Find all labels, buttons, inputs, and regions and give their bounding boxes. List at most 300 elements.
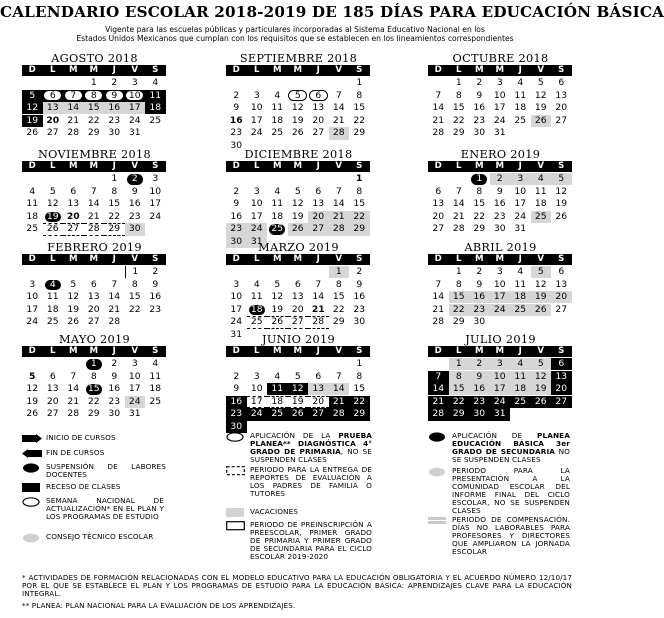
day-cell — [43, 279, 64, 291]
weekday-header: M — [63, 254, 84, 265]
day-number: 11 — [534, 185, 547, 197]
day-number: 14 — [108, 291, 121, 303]
day-cell — [125, 383, 146, 395]
day-number: 18 — [26, 210, 39, 222]
day-number: 3 — [517, 173, 524, 184]
day-number: 8 — [455, 370, 462, 382]
day-cell — [104, 77, 125, 89]
day-number: 16 — [493, 198, 506, 210]
day-number: 13 — [46, 102, 59, 114]
day-number: 18 — [46, 303, 59, 315]
weekday-header: D — [428, 254, 449, 265]
day-cell — [247, 396, 268, 408]
day-cell — [428, 408, 449, 420]
day-number: 4 — [29, 185, 36, 197]
day-number: 18 — [514, 383, 527, 395]
day-cell — [267, 408, 288, 420]
day-cell — [145, 371, 166, 383]
day-number: 26 — [67, 316, 80, 328]
day-number: 13 — [87, 291, 100, 303]
weekday-header: L — [247, 346, 268, 357]
weekday-header: V — [125, 254, 146, 265]
day-cell — [84, 358, 105, 370]
day-cell — [247, 408, 268, 420]
day-number: 24 — [250, 408, 263, 420]
day-number: 14 — [332, 198, 345, 210]
day-number: 7 — [435, 370, 442, 382]
day-number: 12 — [534, 89, 547, 101]
day-number: 22 — [353, 114, 366, 126]
day-number: 23 — [128, 210, 141, 222]
day-number: 2 — [476, 77, 483, 88]
day-number: 2 — [111, 358, 118, 369]
day-cell — [449, 304, 470, 316]
weekday-header: M — [267, 254, 288, 265]
day-cell — [247, 371, 268, 383]
day-number: 6 — [558, 77, 565, 88]
weekday-header: J — [104, 346, 125, 357]
weekday-header: M — [288, 161, 309, 172]
day-number: 29 — [87, 408, 100, 420]
weekday-header: M — [490, 65, 511, 76]
day-cell — [84, 383, 105, 395]
day-number: 3 — [253, 185, 260, 197]
weekday-header: V — [125, 346, 146, 357]
day-cell — [329, 127, 350, 139]
day-cell — [469, 211, 490, 223]
day-cell — [63, 186, 84, 198]
day-number: 29 — [87, 127, 100, 139]
day-cell — [247, 211, 268, 223]
day-number: 6 — [435, 185, 442, 197]
day-cell — [551, 396, 572, 408]
day-number: 19 — [26, 114, 39, 126]
day-number: 7 — [435, 278, 442, 290]
day-cell — [43, 316, 64, 328]
day-number: 25 — [271, 408, 284, 420]
day-cell — [349, 383, 370, 395]
day-number: 11 — [271, 383, 284, 395]
black-box-icon — [22, 483, 40, 493]
day-number: 7 — [111, 278, 118, 290]
weekday-header: M — [63, 65, 84, 76]
day-number: 29 — [108, 223, 121, 235]
day-cell — [104, 291, 125, 303]
day-cell — [104, 115, 125, 127]
day-number: 1 — [132, 266, 139, 277]
day-cell — [267, 102, 288, 114]
day-number: 17 — [493, 102, 506, 114]
day-cell — [449, 115, 470, 127]
day-number: 17 — [250, 210, 263, 222]
day-number: 20 — [66, 210, 80, 222]
day-cell — [63, 102, 84, 114]
day-cell — [428, 396, 449, 408]
day-number: 17 — [250, 114, 263, 126]
day-cell — [125, 371, 146, 383]
day-cell — [43, 198, 64, 210]
day-number: 14 — [432, 383, 445, 395]
month-name: MAYO 2019 — [58, 333, 131, 346]
day-number: 14 — [87, 198, 100, 210]
day-number: 28 — [312, 316, 325, 328]
day-number: 9 — [496, 185, 503, 197]
gray-dot-icon — [22, 533, 40, 543]
end-arrow-icon — [22, 449, 42, 458]
day-number: 24 — [493, 395, 506, 407]
day-number: 19 — [534, 383, 547, 395]
day-cell — [267, 90, 288, 102]
day-cell — [551, 358, 572, 370]
day-number: 15 — [452, 102, 465, 114]
day-number: 6 — [558, 358, 565, 369]
day-number: 1 — [471, 174, 487, 185]
day-cell — [145, 186, 166, 198]
day-number: 8 — [455, 278, 462, 290]
day-number: 16 — [108, 102, 121, 114]
day-cell — [288, 90, 309, 102]
day-number: 18 — [271, 210, 284, 222]
day-number: 15 — [332, 291, 345, 303]
day-cell — [469, 396, 490, 408]
day-number: 17 — [230, 303, 243, 315]
day-cell — [510, 358, 531, 370]
weekday-header: V — [329, 254, 350, 265]
day-number: 15 — [86, 384, 102, 395]
day-cell — [428, 383, 449, 395]
weekday-header: J — [510, 65, 531, 76]
weekday-header: M — [84, 346, 105, 357]
day-cell — [145, 304, 166, 316]
day-number: 19 — [291, 114, 304, 126]
black-dot-icon — [428, 432, 446, 442]
day-cell — [551, 173, 572, 185]
day-cell — [469, 127, 490, 139]
day-cell — [349, 173, 370, 185]
day-cell — [104, 102, 125, 114]
day-number: 23 — [473, 395, 486, 407]
day-cell — [449, 186, 470, 198]
day-number: 8 — [90, 370, 97, 382]
day-number: 12 — [26, 102, 39, 114]
day-cell — [510, 115, 531, 127]
day-cell — [125, 396, 146, 408]
day-number: 16 — [353, 291, 366, 303]
day-cell — [145, 102, 166, 114]
day-cell — [104, 279, 125, 291]
day-cell — [469, 383, 490, 395]
day-cell — [510, 223, 531, 235]
day-number: 15 — [353, 383, 366, 395]
month-name: MARZO 2019 — [258, 241, 339, 254]
weekday-header: L — [43, 161, 64, 172]
day-number: 10 — [128, 370, 141, 382]
day-number: 5 — [29, 370, 36, 382]
day-number: 15 — [128, 291, 141, 303]
day-cell — [267, 371, 288, 383]
day-cell — [247, 279, 268, 291]
subtitle-line-2: Estados Unidos Mexicanos que cumplan con los requisitos que se establecen en los lineamientos correspondientes — [76, 34, 514, 43]
day-cell — [63, 279, 84, 291]
day-number: 11 — [514, 278, 527, 290]
day-cell — [449, 90, 470, 102]
day-cell — [329, 316, 350, 328]
start-arrow-icon — [22, 434, 42, 443]
day-number: 26 — [534, 114, 547, 126]
day-number: 9 — [476, 278, 483, 290]
day-number: 5 — [537, 77, 544, 88]
day-number: 23 — [473, 114, 486, 126]
day-number: 29 — [353, 127, 366, 139]
day-cell — [510, 371, 531, 383]
day-number: 21 — [311, 303, 325, 315]
weekday-header: L — [247, 254, 268, 265]
day-number: 14 — [432, 291, 445, 303]
day-cell — [469, 173, 490, 185]
weekday-header: D — [226, 161, 247, 172]
day-cell — [510, 396, 531, 408]
day-cell — [329, 383, 350, 395]
weekday-header: S — [551, 161, 572, 172]
dashed-box-icon — [226, 466, 245, 476]
day-cell — [84, 198, 105, 210]
day-cell — [226, 223, 247, 235]
day-number: 21 — [87, 210, 100, 222]
day-number: 15 — [353, 102, 366, 114]
day-number: 15 — [473, 198, 486, 210]
day-number: 16 — [230, 210, 243, 222]
day-number: 18 — [271, 114, 284, 126]
day-number: 17 — [493, 383, 506, 395]
day-cell — [267, 383, 288, 395]
day-number: 6 — [315, 185, 322, 197]
day-number: 2 — [233, 185, 240, 197]
day-cell — [531, 77, 552, 89]
day-cell — [22, 223, 43, 235]
weekday-header: J — [308, 254, 329, 265]
day-number: 9 — [476, 89, 483, 101]
day-cell — [510, 304, 531, 316]
day-cell — [63, 408, 84, 420]
day-number: 25 — [149, 114, 162, 126]
day-cell — [267, 211, 288, 223]
day-cell — [145, 291, 166, 303]
day-number: 13 — [555, 278, 568, 290]
day-number: 10 — [125, 90, 144, 101]
day-number: 19 — [291, 395, 304, 407]
day-cell — [349, 358, 370, 370]
day-number: 1 — [111, 173, 118, 184]
weekday-header: S — [551, 65, 572, 76]
day-number: 10 — [514, 185, 527, 197]
weekday-header: S — [145, 346, 166, 357]
day-cell — [551, 198, 572, 210]
day-cell — [449, 408, 470, 420]
day-number: 22 — [452, 114, 465, 126]
day-cell — [84, 279, 105, 291]
day-number: 7 — [435, 89, 442, 101]
day-cell — [104, 371, 125, 383]
black-dot-icon — [22, 463, 40, 473]
day-cell — [349, 186, 370, 198]
day-cell — [308, 316, 329, 328]
day-number: 2 — [356, 266, 363, 277]
day-number: 25 — [271, 127, 284, 139]
day-cell — [308, 383, 329, 395]
day-number: 19 — [534, 102, 547, 114]
day-cell — [308, 304, 329, 316]
day-cell — [349, 90, 370, 102]
day-cell — [288, 127, 309, 139]
day-number: 25 — [149, 395, 162, 407]
day-number: 25 — [534, 210, 547, 222]
day-cell — [490, 408, 511, 420]
day-cell — [247, 102, 268, 114]
weekday-header: L — [43, 346, 64, 357]
weekday-header: M — [288, 65, 309, 76]
day-number: 20 — [432, 210, 445, 222]
weekday-header: V — [531, 254, 552, 265]
day-number: 16 — [108, 383, 121, 395]
day-number: 4 — [152, 358, 159, 369]
day-number: 28 — [332, 408, 345, 420]
day-cell — [449, 77, 470, 89]
day-number: 22 — [353, 210, 366, 222]
day-cell — [145, 358, 166, 370]
day-cell — [469, 291, 490, 303]
day-number: 11 — [149, 89, 162, 101]
day-number: 2 — [496, 173, 503, 184]
day-cell — [490, 383, 511, 395]
day-number: 4 — [517, 358, 524, 369]
day-number: 26 — [534, 395, 547, 407]
day-cell — [43, 383, 64, 395]
day-number: 30 — [230, 421, 243, 432]
day-number: 19 — [555, 198, 568, 210]
weekday-header: S — [349, 65, 370, 76]
day-cell — [329, 90, 350, 102]
day-cell — [469, 358, 490, 370]
day-number: 7 — [64, 90, 83, 101]
day-number: 27 — [46, 408, 59, 420]
day-cell — [43, 102, 64, 114]
day-cell — [22, 90, 43, 102]
day-cell — [267, 115, 288, 127]
day-number: 25 — [514, 303, 527, 315]
day-cell — [490, 358, 511, 370]
weekday-header: S — [551, 254, 572, 265]
day-cell — [490, 396, 511, 408]
day-cell — [551, 90, 572, 102]
day-cell — [226, 102, 247, 114]
day-cell — [125, 77, 146, 89]
day-number: 23 — [353, 303, 366, 315]
day-number: 31 — [230, 329, 243, 340]
day-number: 12 — [555, 185, 568, 197]
day-cell — [125, 279, 146, 291]
day-number: 3 — [131, 77, 138, 88]
day-cell — [104, 304, 125, 316]
day-cell — [469, 223, 490, 235]
day-number: 31 — [128, 408, 141, 420]
day-cell — [125, 115, 146, 127]
day-number: 16 — [229, 114, 243, 126]
day-number: 10 — [26, 291, 39, 303]
day-cell — [63, 198, 84, 210]
weekday-header: D — [22, 65, 43, 76]
day-number: 18 — [271, 395, 284, 407]
weekday-header: M — [267, 346, 288, 357]
day-cell — [43, 291, 64, 303]
weekday-header: D — [226, 65, 247, 76]
day-cell — [104, 186, 125, 198]
footnote-1: * ACTIVIDADES DE FORMACIÓN RELACIONADAS CON EL MODELO EDUCATIVO PARA LA EDUCACIÓN OBLIGATORIA Y EL ACUERDO NÚMERO 12/10/17 POR EL QUE SE ESTABLECE EL PLAN Y LOS PROGRAMAS DE ESTUDIO PARA LA EDUCACIÓN BÁSICA: APRENDIZAJES CLAVE PARA LA EDUCACIÓN INTEGRAL. — [22, 573, 572, 599]
day-cell — [226, 371, 247, 383]
day-cell — [63, 90, 84, 102]
day-cell — [449, 279, 470, 291]
weekday-header: V — [531, 346, 552, 357]
day-number: 18 — [149, 102, 162, 114]
day-cell — [308, 198, 329, 210]
day-number: 22 — [108, 210, 121, 222]
day-number: 27 — [87, 316, 100, 328]
day-number: 25 — [250, 316, 263, 328]
day-cell — [449, 211, 470, 223]
day-cell — [43, 304, 64, 316]
day-cell — [84, 211, 105, 223]
day-number: 29 — [332, 316, 345, 328]
day-number: 25 — [26, 223, 39, 235]
day-number: 10 — [250, 102, 263, 114]
day-cell — [104, 127, 125, 139]
day-cell — [125, 408, 146, 420]
day-cell — [551, 115, 572, 127]
day-number: 8 — [111, 185, 118, 197]
day-cell — [125, 127, 146, 139]
day-cell — [267, 223, 288, 235]
day-number: 30 — [128, 223, 141, 235]
day-number: 29 — [452, 316, 465, 328]
weekday-header: M — [288, 254, 309, 265]
day-number: 3 — [131, 358, 138, 369]
day-number: 24 — [514, 210, 527, 222]
day-cell — [22, 408, 43, 420]
day-cell — [449, 102, 470, 114]
day-number: 20 — [312, 210, 325, 222]
day-number: 7 — [335, 370, 342, 382]
day-number: 18 — [249, 305, 265, 316]
day-cell — [329, 371, 350, 383]
day-cell — [531, 383, 552, 395]
gray-striped-box-icon — [428, 516, 446, 526]
day-number: 31 — [514, 223, 527, 235]
weekday-header: J — [308, 65, 329, 76]
day-cell — [449, 396, 470, 408]
day-cell — [308, 396, 329, 408]
day-number: 5 — [537, 266, 544, 277]
day-number: 20 — [291, 303, 304, 315]
day-cell — [63, 304, 84, 316]
day-number: 26 — [555, 210, 568, 222]
weekday-header: M — [469, 161, 490, 172]
day-cell — [490, 304, 511, 316]
weekday-header: V — [125, 65, 146, 76]
weekday-header: M — [84, 161, 105, 172]
day-number: 15 — [108, 198, 121, 210]
outline-box-icon — [226, 521, 245, 531]
day-number: 26 — [291, 408, 304, 420]
day-cell — [125, 198, 146, 210]
